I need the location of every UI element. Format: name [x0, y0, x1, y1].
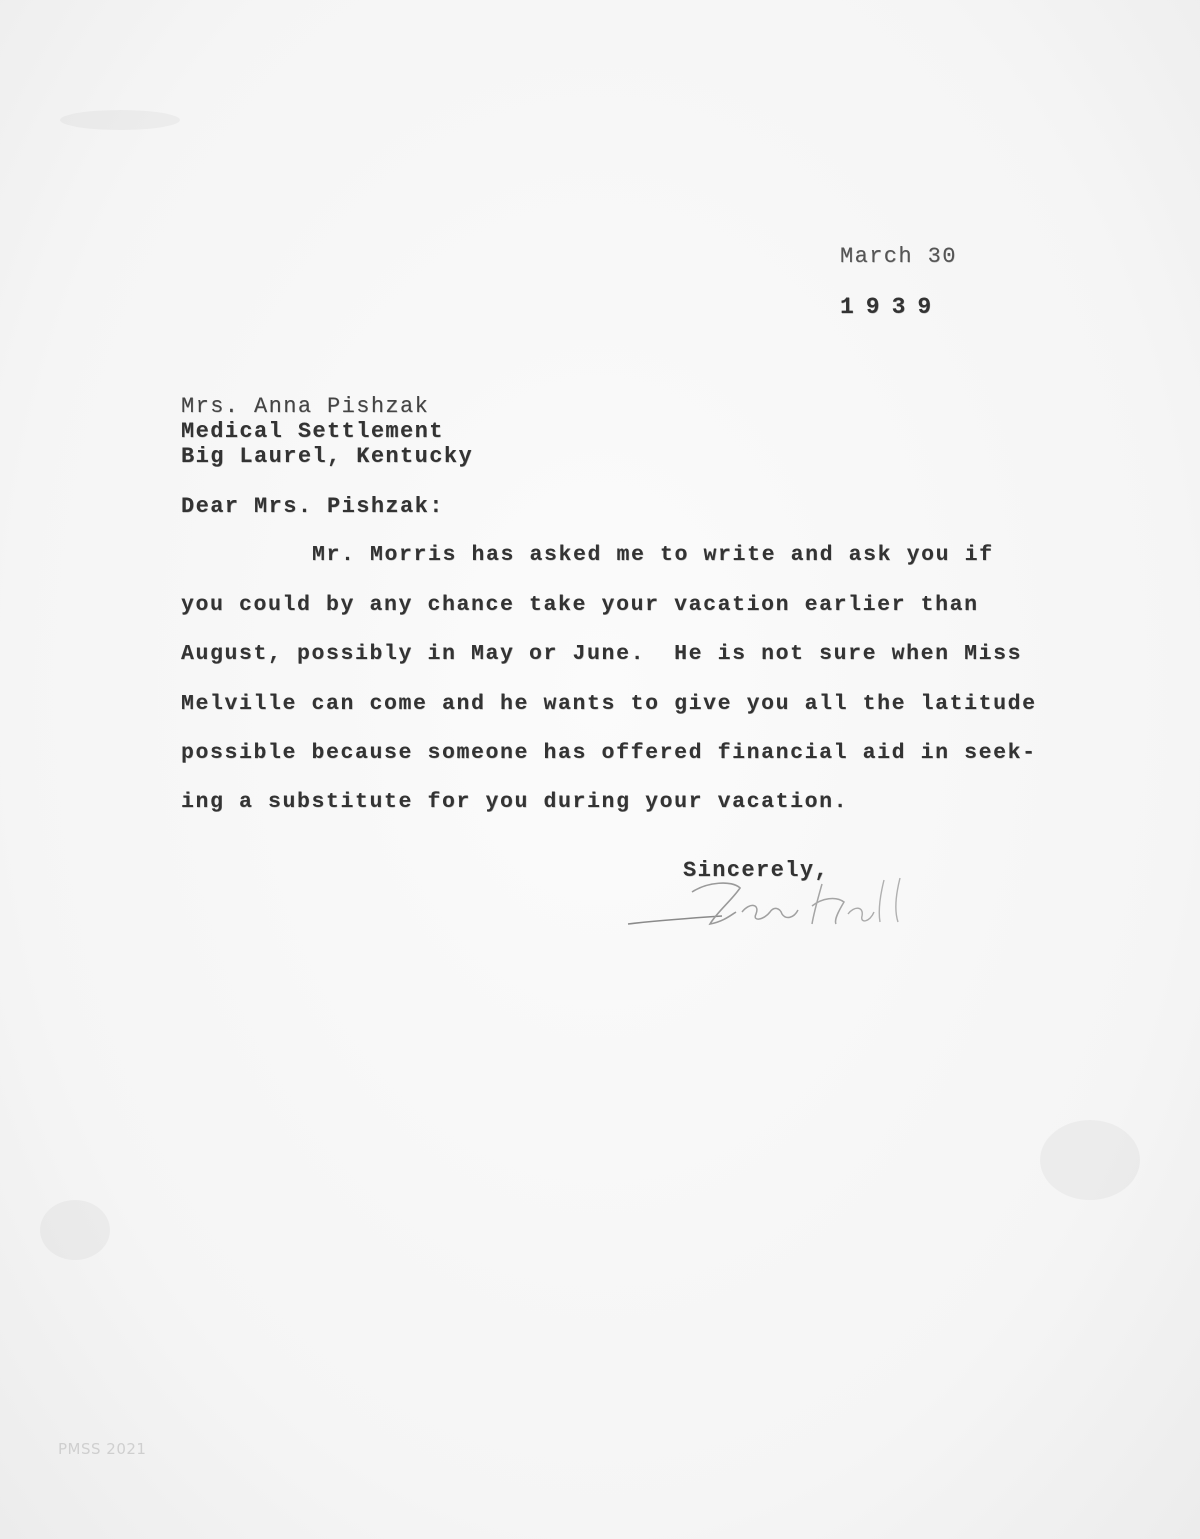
- letter-year: 1939: [840, 294, 944, 320]
- recipient-location: Big Laurel, Kentucky: [181, 444, 474, 469]
- handwritten-signature: [622, 872, 942, 942]
- recipient-name: Mrs. Anna Pishzak: [181, 394, 430, 419]
- body-line: August, possibly in May or June. He is not sure when Miss: [181, 642, 1023, 666]
- salutation: Dear Mrs. Pishzak:: [181, 494, 444, 519]
- recipient-organization: Medical Settlement: [181, 419, 444, 444]
- body-line: Melville can come and he wants to give you all the latitude: [181, 692, 1037, 716]
- paper-smudge: [1040, 1120, 1140, 1200]
- body-line: possible because someone has offered financial aid in seek-: [181, 741, 1037, 765]
- body-line: ing a substitute for you during your vacation.: [181, 790, 849, 814]
- closing: Sincerely,: [683, 858, 830, 883]
- paper-smudge: [60, 110, 180, 130]
- body-line: you could by any chance take your vacation earlier than: [181, 593, 979, 617]
- letter-date: March 30: [840, 244, 957, 269]
- archive-watermark: PMSS 2021: [58, 1440, 147, 1458]
- paper-smudge: [40, 1200, 110, 1260]
- body-line: Mr. Morris has asked me to write and ask you if: [312, 543, 994, 567]
